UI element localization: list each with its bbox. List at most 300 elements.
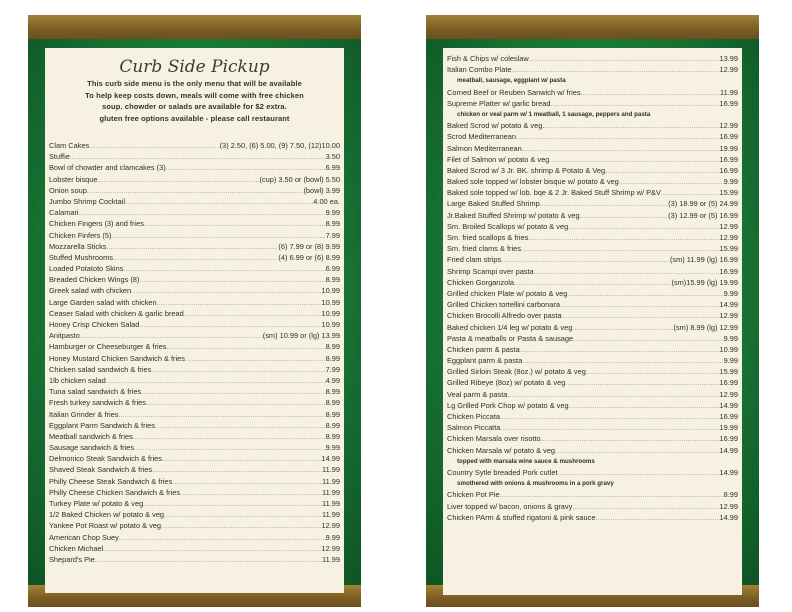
menu-item — [447, 433, 738, 444]
menu-item — [447, 389, 738, 400]
menu-item — [49, 207, 340, 218]
menu-item — [447, 299, 738, 310]
menu-item-name: Veal parm & pasta — [447, 389, 508, 399]
leader-dots — [565, 379, 719, 388]
menu-item — [447, 210, 738, 221]
menu-note: To help keep costs down, meals will come with free chicken — [85, 90, 304, 100]
menu-item — [49, 162, 340, 173]
leader-dots — [139, 276, 325, 285]
leader-dots — [586, 368, 720, 377]
leader-dots — [581, 89, 721, 98]
menu-item-name: Calamari — [49, 208, 79, 218]
menu-item — [447, 266, 738, 277]
menu-item-price: (sm) 11.99 (lg) 16.99 — [669, 255, 738, 265]
menu-item-price: 16.99 — [719, 412, 738, 421]
menu-item-price: 8.99 — [325, 387, 340, 397]
leader-dots — [522, 145, 720, 154]
leader-dots — [166, 343, 325, 352]
leader-dots — [79, 209, 326, 218]
menu-item-name: Chicken Fingers (3) and fries — [49, 219, 144, 229]
leader-dots — [70, 153, 326, 162]
menu-item-name: Jumbo Shrimp Cocktail — [49, 196, 125, 206]
menu-item-name: Anitpasto — [49, 331, 80, 341]
menu-item-price: 11.99 — [322, 510, 340, 520]
menu-header — [45, 56, 344, 124]
menu-item — [447, 366, 738, 377]
menu-item — [447, 143, 738, 154]
menu-item-price: 3.50 — [325, 152, 340, 162]
leader-dots — [164, 511, 322, 520]
menu-item-name: Mozzarella Sticks — [49, 241, 107, 251]
menu-item-price: (bowl) 3.99 — [303, 185, 340, 195]
menu-item-name: chicken or veal parm w/ 1 meatball, 1 sausage, peppers and pasta — [457, 110, 651, 118]
menu-item-price: 15.99 — [719, 188, 738, 198]
menu-item-price: 8.99 — [325, 275, 340, 285]
menu-item-name: Grilled Chicken tortellini carbonara — [447, 300, 560, 310]
menu-item-price: (cup) 3.50 or (bowl) 5.50 — [259, 174, 340, 184]
menu-item-price: 11.99 — [322, 554, 340, 564]
menu-item — [447, 254, 738, 265]
menu-item-price: 16.99 — [719, 434, 738, 444]
menu-item — [49, 431, 340, 442]
menu-item — [49, 341, 340, 352]
menu-item — [447, 53, 738, 64]
leader-dots — [111, 232, 325, 241]
menu-item-name: Eggplant parm & pasta — [447, 356, 523, 366]
menu-item — [447, 120, 738, 131]
menu-item-name: Lg Grilled Pork Chop w/ potato & veg — [447, 400, 569, 410]
menu-item-price: (sm) 8.99 (lg) 12.99 — [673, 322, 738, 332]
menu-item-price: 10.99 — [321, 297, 340, 307]
menu-title: Curb Side Pickup — [119, 57, 270, 77]
menu-item-price: 9.99 — [325, 208, 340, 218]
menu-item-name: Honey Crisp Chicken Salad — [49, 320, 140, 329]
menu-item-name: Country Sytle breaded Pork cutlet — [447, 467, 558, 477]
menu-item-price: 12.99 — [719, 501, 738, 511]
leader-dots — [125, 198, 313, 207]
leader-dots — [560, 301, 720, 310]
leader-dots — [569, 402, 720, 411]
leader-dots — [573, 335, 723, 344]
menu-card-right — [443, 48, 742, 595]
leader-dots — [551, 100, 720, 109]
menu-item-price: 10.99 — [321, 320, 340, 329]
leader-dots — [155, 422, 326, 431]
menu-item — [447, 512, 738, 523]
leader-dots — [106, 377, 326, 386]
menu-item-name: Fish & Chips w/ coleslaw — [447, 54, 529, 63]
menu-item — [49, 330, 340, 341]
menu-item-price: 9.99 — [723, 288, 738, 298]
menu-item-price: 10.99 — [719, 344, 738, 354]
leader-dots — [89, 142, 219, 151]
menu-item-name: Pasta & meatballs or Pasta & sausage — [447, 333, 574, 343]
leader-dots — [146, 399, 326, 408]
menu-item — [49, 285, 340, 296]
menu-item — [447, 445, 738, 456]
menu-item-price: 14.99 — [719, 400, 738, 410]
menu-item-name: Shrimp Scampi over pasta — [447, 266, 534, 276]
leader-dots — [562, 312, 720, 321]
menu-item-price: 11.99 — [322, 487, 340, 497]
menu-item-name: Chicken Pot Pie — [447, 490, 500, 500]
menu-item-name: Sm. fried scallops & fries — [447, 233, 529, 242]
menu-item-name: Grilled Sirloin Steak (8oz.) w/ potato & veg — [447, 367, 586, 377]
menu-item-price: 16.99 — [719, 266, 738, 276]
leader-dots — [133, 433, 326, 442]
menu-item-price: 12.99 — [719, 221, 738, 231]
leader-dots — [161, 522, 321, 531]
leader-dots — [500, 413, 720, 422]
menu-item — [447, 489, 738, 500]
menu-item-price: 19.99 — [719, 423, 738, 433]
leader-dots — [529, 55, 720, 64]
menu-item-price: 8.99 — [325, 431, 340, 441]
menu-item-price: 14.99 — [719, 512, 738, 522]
menu-item-name: Baked sole topped w/ lob. bqe & 2 Jr. Baked Stuff Shrimp w/ P&V — [447, 188, 661, 198]
menu-item-name: Philly Cheese Steak Sandwich & fries — [49, 476, 173, 486]
leader-dots — [544, 122, 719, 131]
menu-item-price: (3) 12.99 or (5) 16.99 — [668, 210, 738, 220]
menu-panel-left — [28, 15, 361, 607]
leader-dots — [118, 411, 325, 420]
menu-item — [49, 241, 340, 252]
leader-dots — [520, 346, 720, 355]
menu-item-price: 8.99 — [325, 219, 340, 229]
menu-item-price: 11.99 — [322, 465, 340, 475]
leader-dots — [172, 478, 322, 487]
menu-item-price: 16.99 — [719, 378, 738, 388]
menu-item-description — [447, 478, 738, 489]
menu-item-name: Sausage sandwich & fries — [49, 443, 135, 453]
menu-item-name: Breaded Chicken Wings (8) — [49, 275, 140, 285]
menu-item — [447, 165, 738, 176]
menu-item-name: topped with marsala wine sauce & mushrooms — [457, 457, 595, 465]
leader-dots — [580, 212, 669, 221]
leader-dots — [619, 178, 724, 187]
menu-item-price: 9.99 — [325, 443, 340, 453]
menu-item-name: Chicken Michael — [49, 543, 104, 553]
menu-item-name: Salmon Piccatta — [447, 423, 501, 433]
menu-item-price: 12.99 — [719, 311, 738, 321]
menu-item-price: 11.99 — [720, 87, 738, 97]
menu-item-name: Large Garden salad with chicken — [49, 297, 157, 307]
menu-item — [49, 274, 340, 285]
menu-item-price: 8.99 — [325, 398, 340, 408]
menu-item-price: 10.99 — [321, 286, 340, 296]
leader-dots — [568, 223, 719, 232]
menu-item-name: Stuffed Mushrooms — [49, 252, 113, 262]
menu-item-name: Baked sole topped w/ lobster bisque w/ potato & veg — [447, 177, 619, 187]
leader-dots — [144, 220, 326, 229]
menu-item-price: (6) 7.99 or (8) 9.99 — [278, 241, 340, 251]
leader-dots — [95, 556, 322, 565]
menu-item — [49, 409, 340, 420]
menu-item-name: Ceaser Salad with chicken & garlic bread — [49, 308, 184, 318]
leader-dots — [534, 268, 720, 277]
leader-dots — [184, 310, 322, 319]
menu-item — [447, 288, 738, 299]
menu-item-name: Delmonico Steak Sandwich & fries — [49, 454, 162, 464]
menu-item-name: Liver topped w/ bacon, onions & gravy — [447, 501, 573, 511]
menu-item — [49, 185, 340, 196]
menu-item-price: (4) 6.99 or (6) 8.99 — [278, 252, 340, 262]
menu-item-price: (sm) 10.99 or (lg) 13.99 — [262, 331, 340, 341]
leader-dots — [501, 256, 670, 265]
leader-dots — [162, 455, 322, 464]
leader-dots — [87, 187, 304, 196]
menu-item-price: 13.99 — [719, 54, 738, 63]
menu-item — [447, 154, 738, 165]
menu-item-price: 14.99 — [321, 454, 340, 464]
menu-item-price: 12.99 — [719, 121, 738, 131]
leader-dots — [180, 489, 322, 498]
menu-item — [49, 554, 340, 565]
menu-item-name: Sm. fried clams & fries — [447, 244, 521, 254]
menu-item-name: Chicken Brocolli Alfredo over pasta — [447, 311, 562, 321]
menu-item — [49, 498, 340, 509]
menu-item — [49, 140, 340, 151]
menu-item-name: Sm. Broiled Scallops w/ potato & veg — [447, 221, 569, 231]
menu-item-price: 8.99 — [723, 490, 738, 500]
menu-item — [49, 509, 340, 520]
menu-item-price: 9.99 — [723, 356, 738, 366]
menu-item — [49, 543, 340, 554]
menu-item-name: Filet of Salmon w/ potato & veg — [447, 154, 550, 164]
leader-dots — [572, 503, 719, 512]
menu-item-name: meatball, sausage, eggplant w/ pasta — [457, 77, 566, 85]
menu-item-name: Lobster bisque — [49, 174, 98, 184]
menu-note: gluten free options available - please call restaurant — [99, 113, 290, 123]
menu-item-price: 9.99 — [723, 177, 738, 187]
menu-item-price: 14.99 — [719, 467, 738, 477]
menu-list-left — [49, 140, 340, 565]
menu-item-price: 12.99 — [321, 521, 340, 531]
menu-item-price: 6.99 — [325, 264, 340, 274]
menu-item-name: Fried clam strips — [447, 255, 502, 265]
menu-item-name: Chicken Piccata — [447, 412, 500, 421]
leader-dots — [528, 234, 719, 243]
leader-dots — [540, 200, 668, 209]
menu-item-price: 15.99 — [719, 244, 738, 254]
menu-item — [49, 263, 340, 274]
menu-item — [49, 487, 340, 498]
leader-dots — [185, 355, 326, 364]
menu-item-name: American Chop Suey — [49, 532, 119, 542]
menu-item-price: 12.99 — [719, 65, 738, 75]
menu-item-price: 16.99 — [719, 165, 738, 175]
menu-item-price: 12.99 — [719, 233, 738, 242]
menu-item-name: Grilled chicken Plate w/ potato & veg — [447, 288, 568, 298]
menu-item-price: (sm)15.99 (lg) 19.99 — [671, 277, 738, 287]
menu-item-name: Fresh turkey sandwich & fries — [49, 398, 146, 408]
menu-item-price: 9.99 — [723, 333, 738, 343]
menu-item-name: Chicken PArm & stuffed rigatoni & pink sauce — [447, 512, 596, 522]
leader-dots — [500, 424, 719, 433]
menu-item-name: Chicken Marsala over risotto — [447, 434, 541, 444]
menu-item-name: Shepard's Pie — [49, 554, 95, 564]
menu-item — [49, 464, 340, 475]
leader-dots — [157, 299, 322, 308]
leader-dots — [152, 466, 322, 475]
menu-item — [447, 64, 738, 75]
leader-dots — [567, 290, 723, 299]
menu-item — [447, 501, 738, 512]
menu-item-price: 10.99 — [321, 308, 340, 318]
menu-item — [49, 174, 340, 185]
leader-dots — [119, 534, 326, 543]
menu-item — [49, 420, 340, 431]
menu-item — [49, 319, 340, 330]
menu-item-name: Loaded Potatoto Skins — [49, 264, 124, 274]
menu-item-price: 4.99 — [325, 375, 340, 385]
leader-dots — [151, 366, 325, 375]
menu-item-price: 12.99 — [719, 389, 738, 399]
leader-dots — [139, 321, 321, 330]
menu-item — [49, 520, 340, 531]
leader-dots — [572, 324, 673, 333]
menu-item — [447, 310, 738, 321]
menu-item-price: 7.99 — [325, 364, 340, 374]
menu-item-name: Greek salad with chicken — [49, 286, 132, 296]
menu-item — [49, 218, 340, 229]
menu-item — [447, 198, 738, 209]
leader-dots — [558, 469, 720, 478]
leader-dots — [103, 545, 321, 554]
leader-dots — [500, 491, 724, 500]
menu-item-price: 15.99 — [719, 367, 738, 377]
menu-item — [49, 230, 340, 241]
leader-dots — [507, 391, 719, 400]
leader-dots — [521, 245, 720, 254]
menu-item-price: 8.99 — [325, 420, 340, 430]
menu-item — [49, 196, 340, 207]
leader-dots — [166, 164, 326, 173]
menu-note: This curb side menu is the only menu that will be available — [87, 79, 302, 88]
menu-item-name: Shaved Steak Sandwich & fries — [49, 465, 153, 475]
menu-item — [49, 442, 340, 453]
menu-item-price: 16.99 — [719, 98, 738, 108]
menu-item-description — [447, 456, 738, 467]
menu-item-name: Salmon Mediterranean — [447, 143, 522, 153]
menu-item-name: Large Baked Stuffed Shrimp — [447, 199, 540, 209]
menu-item-name: Jr.Baked Stuffed Shrimp w/ potato & veg — [447, 210, 580, 220]
menu-item-price: 9.99 — [325, 532, 340, 542]
menu-item — [447, 232, 738, 243]
menu-item-name: Supreme Platter w/ garlic bread — [447, 98, 551, 108]
menu-item — [447, 422, 738, 433]
menu-item-name: Corned Beef or Reuben Sanwich w/ fries — [447, 87, 581, 97]
leader-dots — [80, 332, 263, 341]
menu-item — [447, 355, 738, 366]
menu-item — [49, 297, 340, 308]
top-band — [426, 15, 759, 39]
menu-item-name: Italian Grinder & fries — [49, 409, 119, 419]
menu-item-name: Philly Cheese Chicken Sandwich & fries — [49, 487, 181, 497]
menu-item-price: (3) 18.99 or (5) 24.99 — [668, 199, 738, 209]
leader-dots — [661, 189, 720, 198]
menu-item-name: Chicken Gorganzola — [447, 277, 514, 287]
menu-item — [447, 467, 738, 478]
menu-item-description — [447, 109, 738, 120]
leader-dots — [143, 500, 322, 509]
leader-dots — [595, 514, 719, 523]
menu-item-name: Clam Cakes — [49, 141, 90, 150]
leader-dots — [123, 265, 325, 274]
menu-item-name: Italian Combo Plate — [447, 65, 512, 75]
menu-item-price: 14.99 — [719, 300, 738, 310]
menu-item-name: Baked Scrod w/ potato & veg. — [447, 121, 545, 131]
menu-item-name: Stuffie — [49, 152, 70, 162]
leader-dots — [549, 156, 719, 165]
menu-item-name: Yankee Pot Roast w/ potato & veg — [49, 521, 162, 531]
menu-item-name: Onion soup — [49, 185, 87, 195]
menu-item — [447, 176, 738, 187]
leader-dots — [113, 254, 278, 263]
menu-item — [447, 333, 738, 344]
menu-item — [49, 151, 340, 162]
leader-dots — [141, 388, 325, 397]
menu-item-price: 6.99 — [325, 163, 340, 173]
menu-item-price: 19.99 — [719, 143, 738, 153]
menu-card-left — [45, 48, 344, 593]
menu-item-name: Tuna salad sandwich & fries — [49, 387, 142, 397]
menu-item-price: 16.99 — [719, 154, 738, 164]
menu-item-name: 1lb chicken salad — [49, 375, 106, 385]
menu-item — [447, 344, 738, 355]
menu-item-price: 11.99 — [322, 499, 340, 508]
menu-item-price: 8.99 — [325, 342, 340, 352]
leader-dots — [134, 444, 326, 453]
menu-item-price: 7.99 — [325, 230, 340, 240]
menu-item-price: 11.99 — [322, 476, 340, 486]
menu-item-price: 16.99 — [719, 132, 738, 142]
menu-item — [447, 277, 738, 288]
menu-item-price: (3) 2.50, (6) 5.00, (9) 7.50, (12)10.00 — [219, 141, 340, 150]
menu-item — [49, 397, 340, 408]
menu-item-name: Chicken Marsala w/ potato & veg — [447, 445, 556, 455]
menu-item-name: Honey Mustard Chicken Sandwich & fries — [49, 353, 185, 363]
menu-item-price: 14.99 — [719, 445, 738, 455]
menu-item — [49, 364, 340, 375]
menu-list-right — [447, 53, 738, 523]
menu-item-name: Bowl of chowder and clamcakes (3) — [49, 163, 166, 173]
leader-dots — [512, 66, 720, 75]
menu-panel-right — [426, 15, 759, 607]
menu-item-name: smothered with onions & mushrooms in a pork gravy — [457, 480, 614, 488]
menu-item — [447, 243, 738, 254]
leader-dots — [514, 279, 671, 288]
leader-dots — [107, 243, 279, 252]
menu-item — [49, 353, 340, 364]
menu-item — [49, 308, 340, 319]
leader-dots — [555, 447, 719, 456]
leader-dots — [97, 176, 259, 185]
top-band — [28, 15, 361, 39]
menu-item-name: Meatball sandwich & fries — [49, 431, 133, 441]
menu-item-name: Eggplant Parm Sandwich & fries — [49, 420, 155, 430]
menu-item-price: 8.99 — [325, 353, 340, 363]
menu-item — [447, 131, 738, 142]
menu-item — [447, 377, 738, 388]
menu-item-name: 1/2 Baked Chicken w/ potato & veg — [49, 510, 165, 520]
menu-item-name: Chicken parm & pasta — [447, 344, 520, 354]
leader-dots — [131, 287, 321, 296]
menu-item-name: Baked chicken 1/4 leg w/ potato & veg — [447, 322, 573, 332]
menu-item — [49, 386, 340, 397]
menu-item-name: Scrod Mediterranean — [447, 132, 517, 142]
menu-item-name: Chicken Finfers (5) — [49, 230, 112, 240]
